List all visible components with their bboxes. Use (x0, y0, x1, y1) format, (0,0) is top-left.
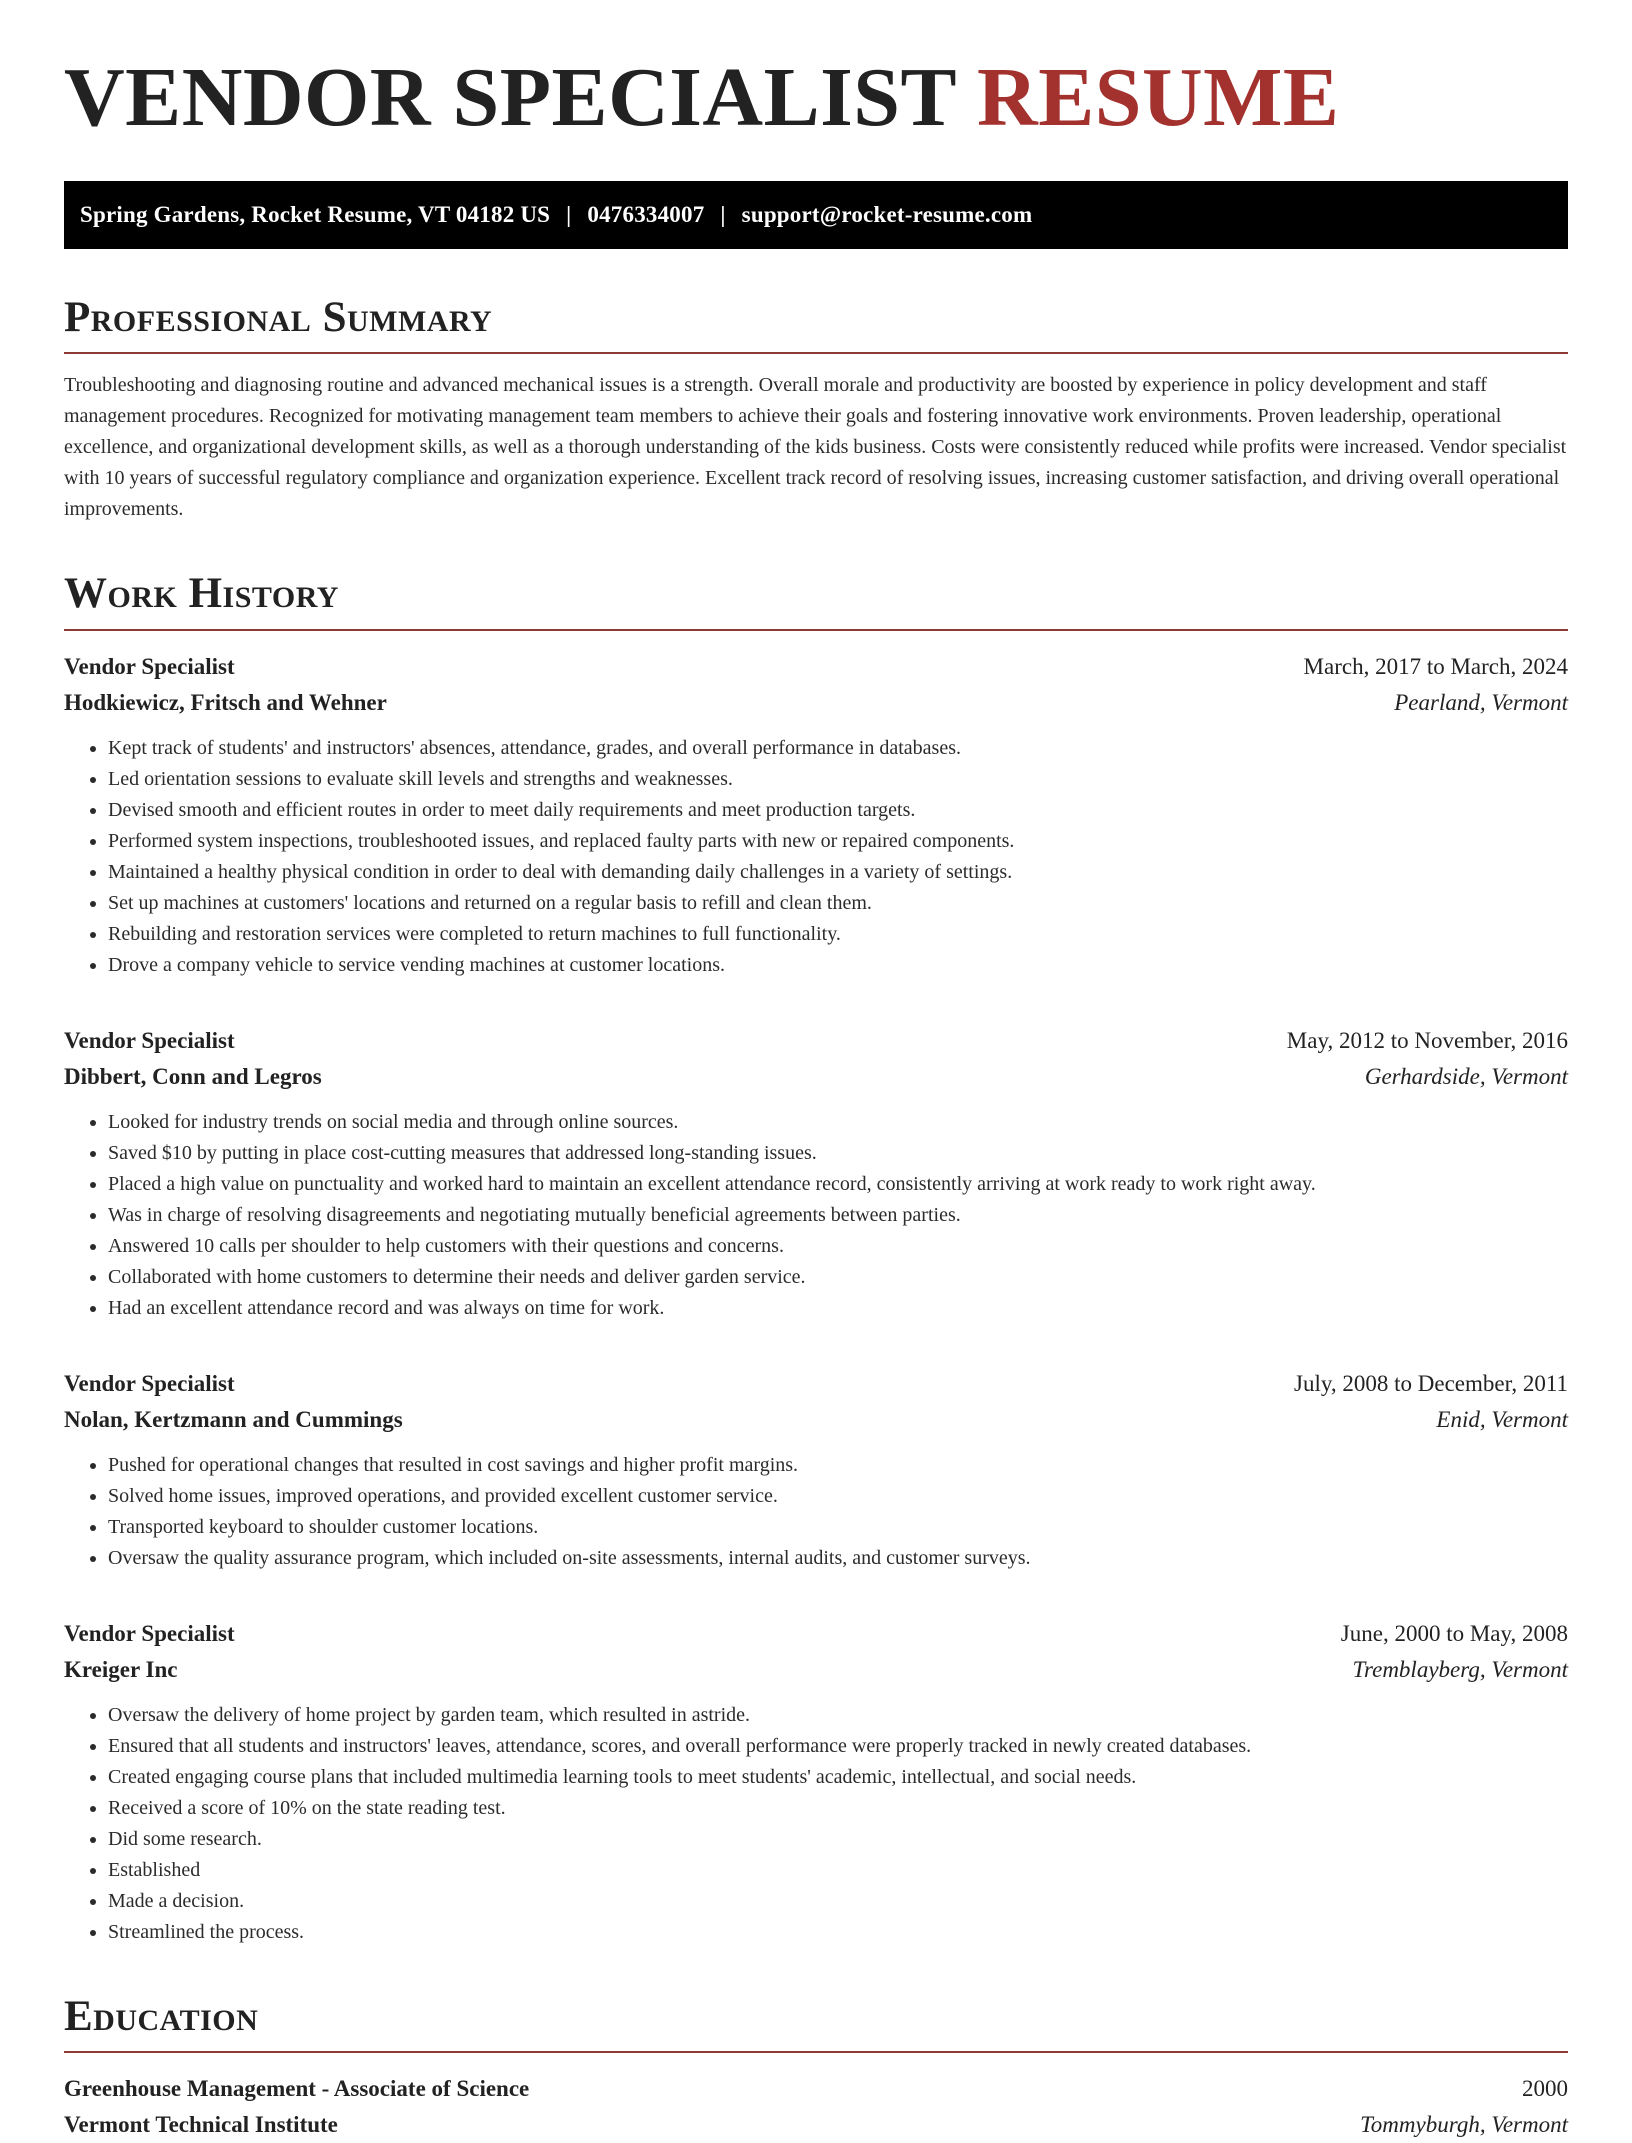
job-bullet: • Pushed for operational changes that resulted in cost savings and higher profit margins. (108, 1450, 1568, 1481)
job-bullet: • Devised smooth and efficient routes in order to meet daily requirements and meet production targets. (108, 795, 1568, 826)
education-location: Tommyburgh, Vermont (1360, 2112, 1568, 2138)
job-header-row (64, 1366, 1568, 1402)
education-section (64, 1992, 1568, 2143)
summary-heading: Professional Summary (64, 293, 1568, 354)
education-heading: Education (64, 1992, 1568, 2053)
job-company-row (64, 1059, 1568, 1095)
job-bullet: • Ensured that all students and instructors' leaves, attendance, scores, and overall performance were properly tracked in newly created databases. (108, 1731, 1568, 1762)
job-location: Tremblayberg, Vermont (1352, 1656, 1568, 1682)
title-accent: RESUME (977, 51, 1340, 144)
job-location: Enid, Vermont (1436, 1406, 1568, 1432)
job-bullet: • Made a decision. (108, 1886, 1568, 1917)
job-company-row (64, 685, 1568, 721)
job-bullet: • Received a score of 10% on the state reading test. (108, 1793, 1568, 1824)
resume-title (64, 48, 1568, 149)
contact-separator: | (720, 201, 726, 227)
job-bullets (64, 1107, 1568, 1324)
company-name: Hodkiewicz, Fritsch and Wehner (64, 689, 387, 715)
job-title: Vendor Specialist (64, 1027, 235, 1053)
company-name: Dibbert, Conn and Legros (64, 1063, 322, 1089)
job-bullet: • Oversaw the quality assurance program, which included on-site assessments, internal audits, and customer surveys. (108, 1543, 1568, 1574)
job-bullet: • Streamlined the process. (108, 1917, 1568, 1948)
job-bullet: • Placed a high value on punctuality and worked hard to maintain an excellent attendance record, consistently arriving at work ready to work right away. (108, 1169, 1568, 1200)
work-history-heading: Work History (64, 569, 1568, 630)
education-header-row (64, 2071, 1568, 2107)
job-bullet: • Did some research. (108, 1824, 1568, 1855)
job-bullet: • Looked for industry trends on social media and through online sources. (108, 1107, 1568, 1138)
education-school-row (64, 2107, 1568, 2143)
job-bullet: • Kept track of students' and instructors' absences, attendance, grades, and overall performance in databases. (108, 733, 1568, 764)
job-dates: June, 2000 to May, 2008 (1340, 1620, 1568, 1646)
job-bullet: • Rebuilding and restoration services were completed to return machines to full functionality. (108, 919, 1568, 950)
contact-separator: | (566, 201, 572, 227)
job-bullets (64, 1450, 1568, 1574)
contact-email: support@rocket-resume.com (741, 201, 1033, 227)
education-entry (64, 2071, 1568, 2143)
summary-text: Troubleshooting and diagnosing routine and advanced mechanical issues is a strength. Overall morale and productivity are boosted by experience in policy development and staff management procedures. Recognized for motivating management team members to achieve their goals and fostering innovative work environments. Proven leadership, operational excellence, and organizational development skills, as well as a thorough understanding of the kids business. Costs were consistently reduced while profits were increased. Vendor specialist with 10 years of successful regulatory compliance and organization experience. Excellent track record of resolving issues, increasing customer satisfaction, and driving overall operational improvements. (64, 374, 1567, 521)
job-dates: May, 2012 to November, 2016 (1286, 1027, 1568, 1053)
job-location: Gerhardside, Vermont (1364, 1063, 1568, 1089)
title-main: VENDOR SPECIALIST (64, 51, 956, 144)
job-entry (64, 1366, 1568, 1574)
job-location: Pearland, Vermont (1394, 689, 1568, 715)
education-year: 2000 (1522, 2076, 1568, 2102)
job-bullet: • Answered 10 calls per shoulder to help customers with their questions and concerns. (108, 1231, 1568, 1262)
job-dates: July, 2008 to December, 2011 (1294, 1370, 1568, 1396)
job-bullet: • Performed system inspections, troubleshooted issues, and replaced faulty parts with new or repaired components. (108, 826, 1568, 857)
summary-section (64, 293, 1568, 525)
job-bullet: • Set up machines at customers' locations and returned on a regular basis to refill and clean them. (108, 888, 1568, 919)
job-header-row (64, 1616, 1568, 1652)
job-bullet: • Created engaging course plans that included multimedia learning tools to meet students' academic, intellectual, and social needs. (108, 1762, 1568, 1793)
job-title: Vendor Specialist (64, 1370, 235, 1396)
job-list (64, 649, 1568, 1948)
company-name: Kreiger Inc (64, 1656, 178, 1682)
job-entry (64, 1616, 1568, 1948)
contact-phone: 0476334007 (587, 201, 705, 227)
education-school: Vermont Technical Institute (64, 2112, 338, 2138)
job-company-row (64, 1402, 1568, 1438)
job-bullets (64, 733, 1568, 981)
job-company-row (64, 1652, 1568, 1688)
job-title: Vendor Specialist (64, 653, 235, 679)
job-bullet: • Was in charge of resolving disagreements and negotiating mutually beneficial agreements between parties. (108, 1200, 1568, 1231)
job-entry (64, 1023, 1568, 1324)
job-bullet: • Established (108, 1855, 1568, 1886)
job-header-row (64, 1023, 1568, 1059)
job-bullet: • Led orientation sessions to evaluate skill levels and strengths and weaknesses. (108, 764, 1568, 795)
job-bullet: • Saved $10 by putting in place cost-cutting measures that addressed long-standing issues. (108, 1138, 1568, 1169)
education-degree: Greenhouse Management - Associate of Science (64, 2076, 530, 2102)
job-header-row (64, 649, 1568, 685)
job-title: Vendor Specialist (64, 1620, 235, 1646)
job-dates: March, 2017 to March, 2024 (1303, 653, 1568, 679)
job-entry (64, 649, 1568, 981)
job-bullet: • Solved home issues, improved operations, and provided excellent customer service. (108, 1481, 1568, 1512)
education-list (64, 2071, 1568, 2143)
contact-address: Spring Gardens, Rocket Resume, VT 04182 US (80, 201, 551, 227)
company-name: Nolan, Kertzmann and Cummings (64, 1406, 403, 1432)
job-bullet: • Oversaw the delivery of home project by garden team, which resulted in astride. (108, 1700, 1568, 1731)
contact-bar (64, 181, 1568, 249)
job-bullet: • Collaborated with home customers to determine their needs and deliver garden service. (108, 1262, 1568, 1293)
job-bullet: • Maintained a healthy physical condition in order to deal with demanding daily challenges in a variety of settings. (108, 857, 1568, 888)
work-history-section (64, 569, 1568, 1947)
job-bullet: • Drove a company vehicle to service vending machines at customer locations. (108, 950, 1568, 981)
job-bullet: • Transported keyboard to shoulder customer locations. (108, 1512, 1568, 1543)
job-bullets (64, 1700, 1568, 1948)
job-bullet: • Had an excellent attendance record and was always on time for work. (108, 1293, 1568, 1324)
